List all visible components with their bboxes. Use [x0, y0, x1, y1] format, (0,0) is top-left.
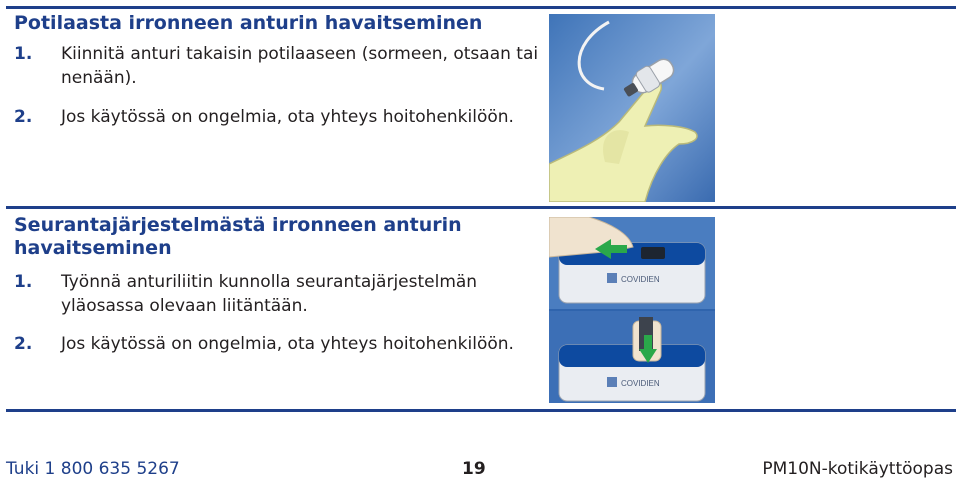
step-number: 1.	[14, 44, 33, 64]
page-number: 19	[462, 459, 486, 479]
step-text: Kiinnitä anturi takaisin potilaaseen (sormeen, otsaan tai nenään).	[61, 44, 539, 88]
support-phone: Tuki 1 800 635 5267	[6, 459, 180, 479]
manual-title: PM10N-kotikäyttöopas	[762, 459, 953, 479]
section2-step-2	[14, 332, 539, 356]
brand-label-bottom: COVIDIEN	[621, 379, 660, 388]
step-text: Työnnä anturiliitin kunnolla seurantajärjestelmän yläosassa olevaan liitäntään.	[61, 272, 478, 316]
finger-sensor-illustration	[549, 14, 715, 202]
brand-label-top: COVIDIEN	[621, 275, 660, 284]
connector-insertion-illustration	[549, 217, 715, 403]
section1-heading: Potilaasta irronneen anturin havaitseminen	[14, 12, 483, 34]
section2-heading: Seurantajärjestelmästä irronneen anturin havaitseminen	[14, 214, 462, 259]
middle-rule	[6, 206, 956, 209]
section1-step-2	[14, 105, 539, 129]
step-text: Jos käytössä on ongelmia, ota yhteys hoitohenkilöön.	[61, 334, 514, 354]
step-text: Jos käytössä on ongelmia, ota yhteys hoitohenkilöön.	[61, 107, 514, 127]
section2-step-1	[14, 270, 539, 318]
step-number: 2.	[14, 107, 33, 127]
top-rule	[6, 6, 956, 9]
section1-step-1	[14, 42, 539, 90]
step-number: 1.	[14, 272, 33, 292]
step-number: 2.	[14, 334, 33, 354]
bottom-rule	[6, 409, 956, 412]
